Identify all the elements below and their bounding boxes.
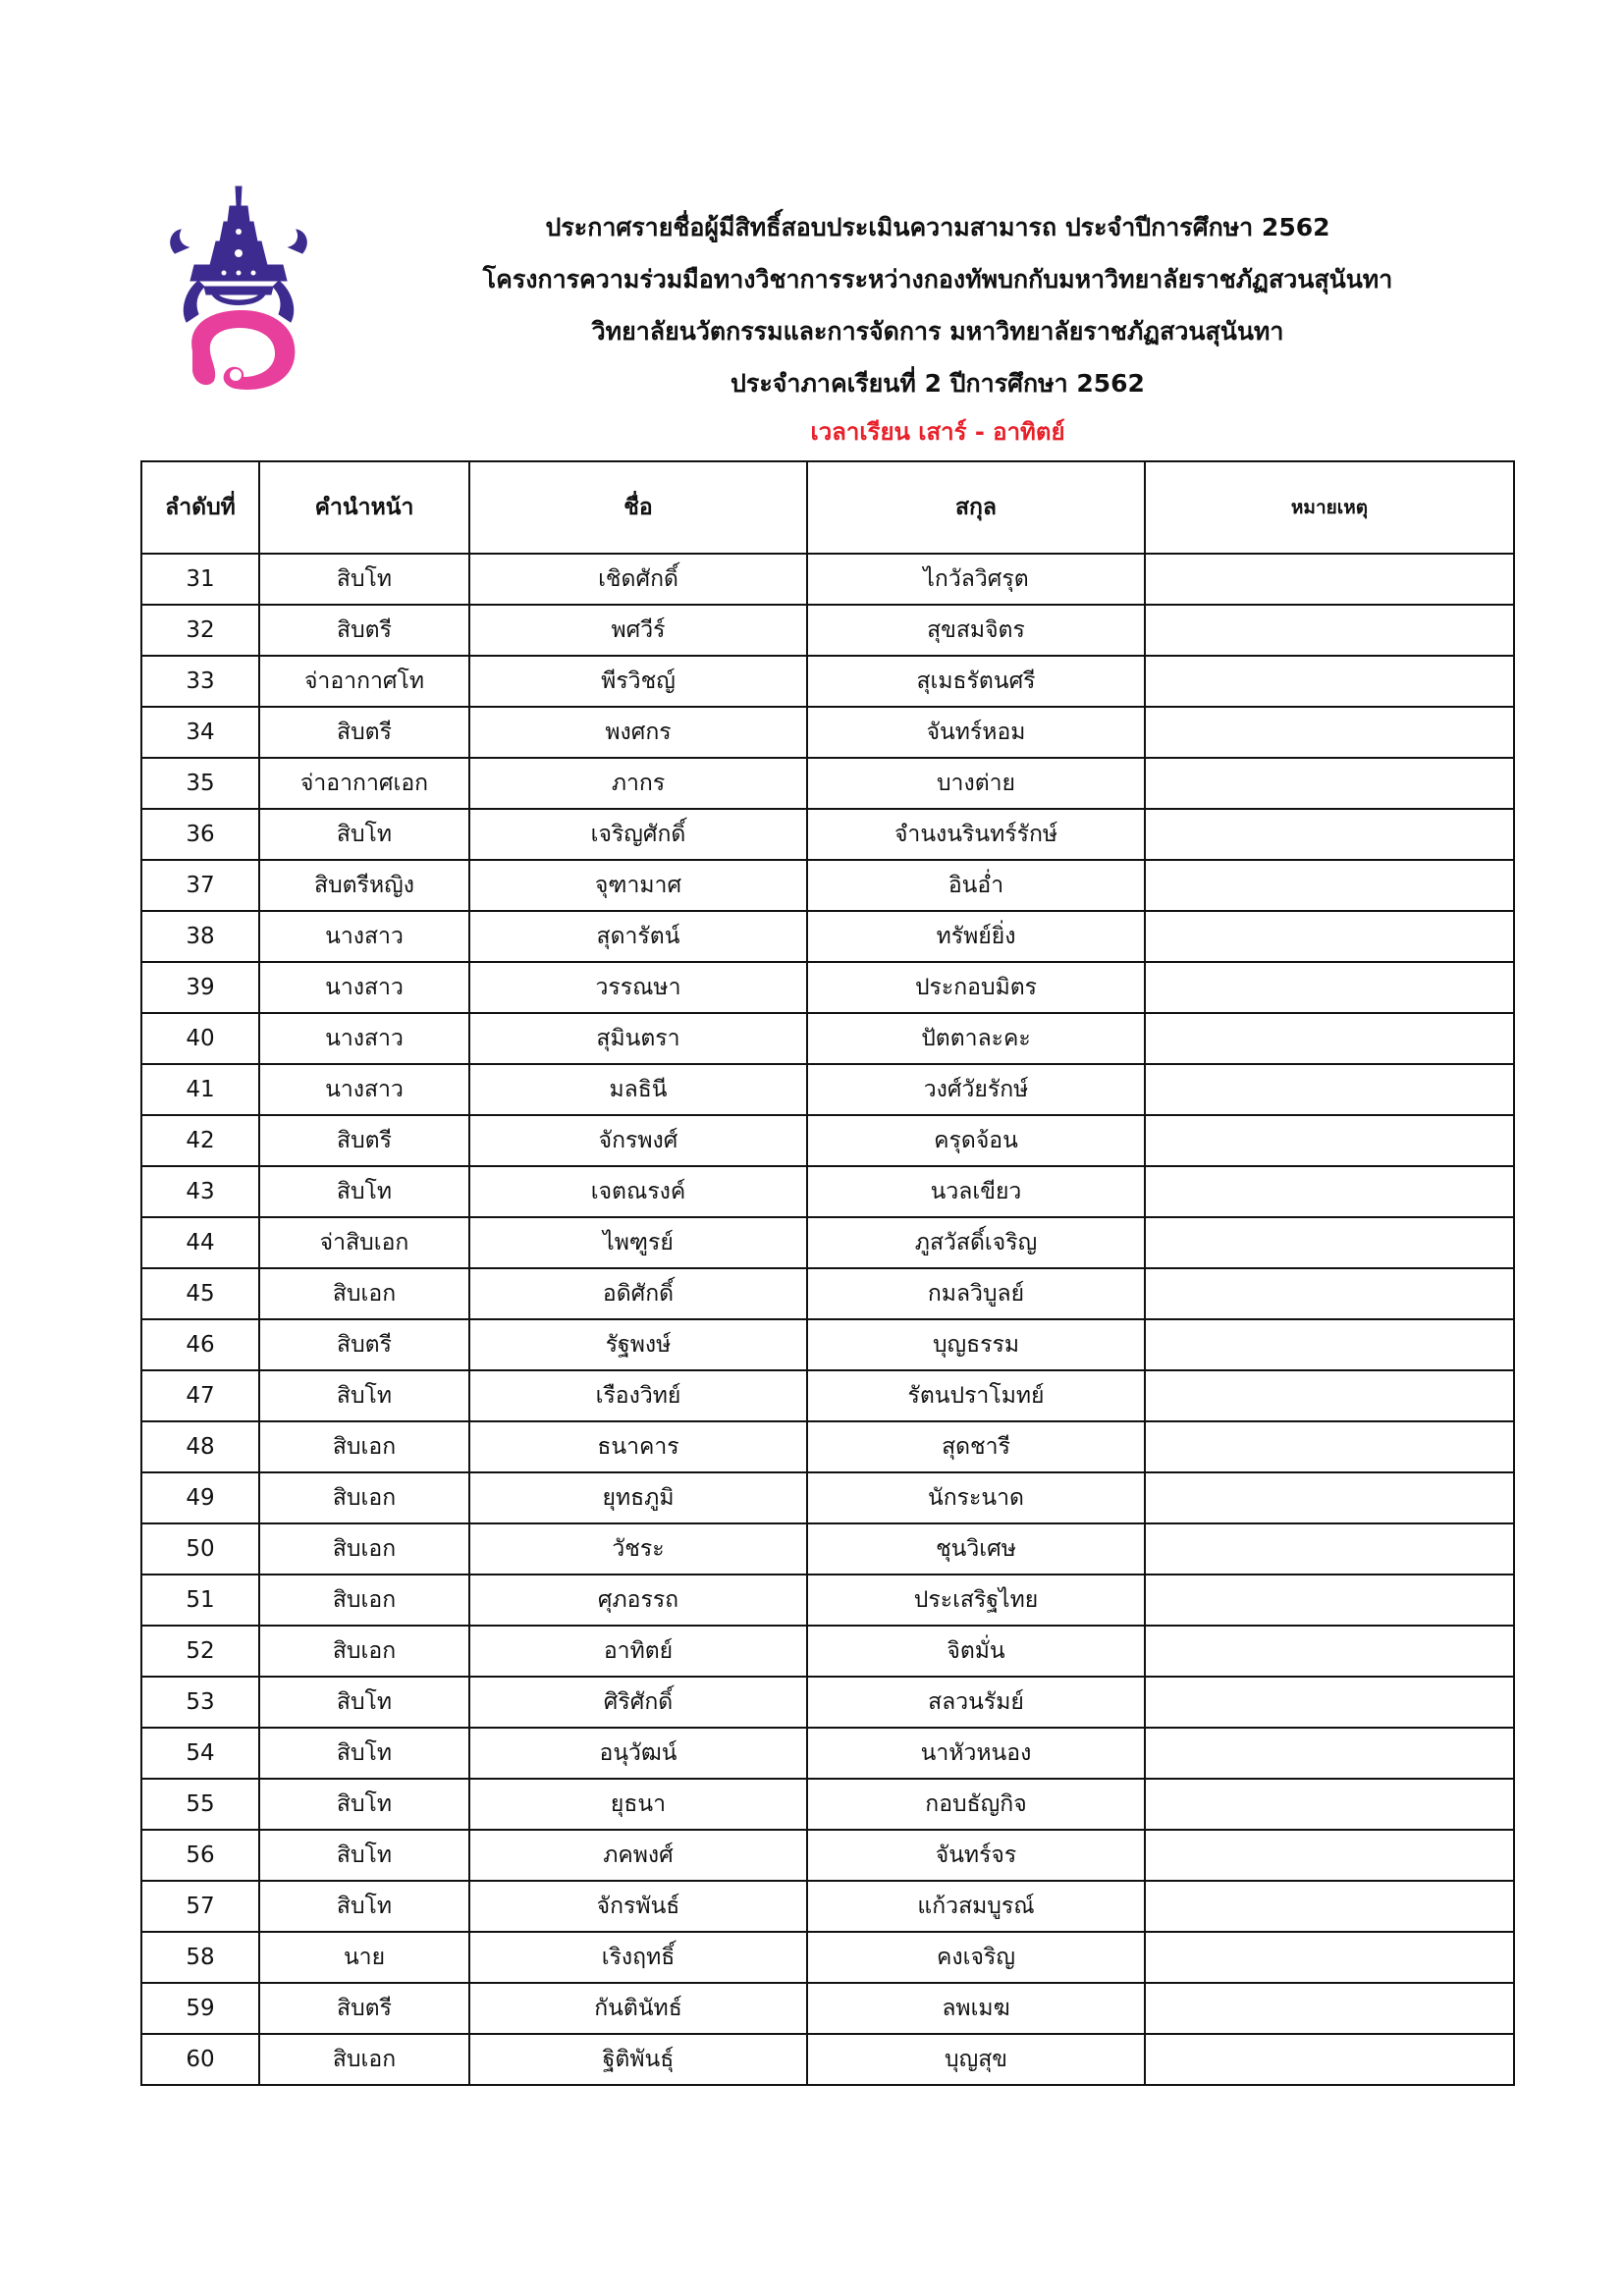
header-title: ประกาศรายชื่อผู้มีสิทธิ์สอบประเมินความสามารถ ประจำปีการศึกษา 2562: [545, 213, 1330, 241]
cell-no: 44: [141, 1217, 259, 1268]
cell-first-name: จุฑามาศ: [469, 860, 807, 911]
cell-remark: [1145, 656, 1514, 707]
cell-first-name: เจริญศักดิ์: [469, 809, 807, 860]
cell-first-name: จักรพันธ์: [469, 1881, 807, 1932]
table-row: [141, 1830, 1514, 1881]
cell-no: 46: [141, 1319, 259, 1370]
cell-no: 56: [141, 1830, 259, 1881]
cell-title: สิบเอก: [259, 1268, 469, 1319]
cell-no: 31: [141, 554, 259, 605]
cell-remark: [1145, 605, 1514, 656]
cell-first-name: กันตินัทธ์: [469, 1983, 807, 2034]
table-row: [141, 1115, 1514, 1166]
table-row: [141, 1064, 1514, 1115]
table-row: [141, 1626, 1514, 1677]
table-row: [141, 1523, 1514, 1575]
cell-title: จ่าสิบเอก: [259, 1217, 469, 1268]
cell-title: สิบตรี: [259, 1319, 469, 1370]
cell-last-name: วงศ์วัยรักษ์: [807, 1064, 1145, 1115]
cell-title: สิบเอก: [259, 1523, 469, 1575]
cell-first-name: ยุธนา: [469, 1779, 807, 1830]
cell-title: นางสาว: [259, 911, 469, 962]
cell-last-name: ลพเมฆ: [807, 1983, 1145, 2034]
column-header-title: คำนำหน้า: [259, 461, 469, 554]
cell-remark: [1145, 1932, 1514, 1983]
cell-no: 32: [141, 605, 259, 656]
header-college: วิทยาลัยนวัตกรรมและการจัดการ มหาวิทยาลัยราชภัฏสวนสุนันทา: [591, 317, 1284, 346]
cell-last-name: ประเสริฐไทย: [807, 1575, 1145, 1626]
cell-no: 49: [141, 1472, 259, 1523]
cell-last-name: อินอ่ำ: [807, 860, 1145, 911]
cell-last-name: จันทร์หอม: [807, 707, 1145, 758]
cell-first-name: ศุภอรรถ: [469, 1575, 807, 1626]
cell-title: สิบเอก: [259, 1626, 469, 1677]
table-row: [141, 1268, 1514, 1319]
cell-first-name: วัชระ: [469, 1523, 807, 1575]
table-row: [141, 605, 1514, 656]
table-row: [141, 1013, 1514, 1064]
cell-title: สิบตรี: [259, 1983, 469, 2034]
cell-last-name: จำนงนรินทร์รักษ์: [807, 809, 1145, 860]
cell-no: 55: [141, 1779, 259, 1830]
cell-title: นางสาว: [259, 962, 469, 1013]
cell-no: 40: [141, 1013, 259, 1064]
table-row: [141, 1779, 1514, 1830]
cell-title: สิบโท: [259, 1830, 469, 1881]
cell-first-name: อนุวัฒน์: [469, 1728, 807, 1779]
cell-last-name: บุญธรรม: [807, 1319, 1145, 1370]
cell-remark: [1145, 2034, 1514, 2085]
cell-title: สิบโท: [259, 1728, 469, 1779]
cell-no: 47: [141, 1370, 259, 1421]
cell-remark: [1145, 1626, 1514, 1677]
cell-first-name: ศิริศักดิ์: [469, 1677, 807, 1728]
cell-last-name: นาหัวหนอง: [807, 1728, 1145, 1779]
column-header-remark: หมายเหตุ: [1145, 461, 1514, 554]
cell-remark: [1145, 809, 1514, 860]
cell-title: จ่าอากาศเอก: [259, 758, 469, 809]
table-row: [141, 554, 1514, 605]
cell-title: สิบตรีหญิง: [259, 860, 469, 911]
university-logo: [165, 185, 312, 396]
cell-first-name: สุมินตรา: [469, 1013, 807, 1064]
cell-title: สิบโท: [259, 1370, 469, 1421]
cell-no: 52: [141, 1626, 259, 1677]
cell-no: 50: [141, 1523, 259, 1575]
cell-title: สิบโท: [259, 1677, 469, 1728]
cell-last-name: คงเจริญ: [807, 1932, 1145, 1983]
cell-title: สิบตรี: [259, 1115, 469, 1166]
cell-no: 54: [141, 1728, 259, 1779]
cell-last-name: กอบธัญกิจ: [807, 1779, 1145, 1830]
cell-no: 39: [141, 962, 259, 1013]
cell-no: 36: [141, 809, 259, 860]
table-header-row: [141, 461, 1514, 554]
cell-no: 57: [141, 1881, 259, 1932]
roster-table: [140, 460, 1515, 2086]
cell-last-name: บางต่าย: [807, 758, 1145, 809]
table-row: [141, 1370, 1514, 1421]
cell-title: สิบตรี: [259, 605, 469, 656]
cell-title: นาย: [259, 1932, 469, 1983]
cell-title: สิบเอก: [259, 1421, 469, 1472]
cell-first-name: สุดารัตน์: [469, 911, 807, 962]
table-row: [141, 1932, 1514, 1983]
cell-last-name: สุดชารี: [807, 1421, 1145, 1472]
table-row: [141, 656, 1514, 707]
cell-remark: [1145, 1217, 1514, 1268]
cell-no: 53: [141, 1677, 259, 1728]
table-row: [141, 1728, 1514, 1779]
cell-title: สิบตรี: [259, 707, 469, 758]
cell-last-name: ปัตตาละคะ: [807, 1013, 1145, 1064]
cell-first-name: ยุทธภูมิ: [469, 1472, 807, 1523]
cell-last-name: บุญสุข: [807, 2034, 1145, 2085]
table-row: [141, 1166, 1514, 1217]
announcement-header: [324, 201, 1551, 454]
cell-no: 48: [141, 1421, 259, 1472]
cell-remark: [1145, 1421, 1514, 1472]
column-header-first-name: ชื่อ: [469, 461, 807, 554]
cell-last-name: ชุนวิเศษ: [807, 1523, 1145, 1575]
cell-first-name: เริงฤทธิ์: [469, 1932, 807, 1983]
cell-first-name: พศวีร์: [469, 605, 807, 656]
cell-no: 43: [141, 1166, 259, 1217]
cell-remark: [1145, 1472, 1514, 1523]
cell-no: 34: [141, 707, 259, 758]
cell-remark: [1145, 1268, 1514, 1319]
cell-last-name: ภูสวัสดิ์เจริญ: [807, 1217, 1145, 1268]
cell-last-name: สุเมธรัตนศรี: [807, 656, 1145, 707]
cell-remark: [1145, 707, 1514, 758]
cell-remark: [1145, 554, 1514, 605]
table-row: [141, 860, 1514, 911]
cell-no: 42: [141, 1115, 259, 1166]
table-row: [141, 2034, 1514, 2085]
cell-title: สิบเอก: [259, 1472, 469, 1523]
cell-remark: [1145, 1064, 1514, 1115]
cell-first-name: พีรวิชญ์: [469, 656, 807, 707]
cell-last-name: นวลเขียว: [807, 1166, 1145, 1217]
cell-first-name: ธนาคาร: [469, 1421, 807, 1472]
cell-last-name: จิตมั่น: [807, 1626, 1145, 1677]
cell-last-name: รัตนปราโมทย์: [807, 1370, 1145, 1421]
cell-remark: [1145, 1370, 1514, 1421]
cell-no: 33: [141, 656, 259, 707]
table-row: [141, 1677, 1514, 1728]
cell-remark: [1145, 1319, 1514, 1370]
cell-first-name: ฐิติพันธุ์: [469, 2034, 807, 2085]
cell-remark: [1145, 860, 1514, 911]
cell-remark: [1145, 1983, 1514, 2034]
cell-remark: [1145, 1115, 1514, 1166]
cell-title: สิบโท: [259, 554, 469, 605]
cell-remark: [1145, 1575, 1514, 1626]
cell-no: 60: [141, 2034, 259, 2085]
cell-title: จ่าอากาศโท: [259, 656, 469, 707]
cell-last-name: ไกวัลวิศรุต: [807, 554, 1145, 605]
table-row: [141, 1881, 1514, 1932]
column-header-last-name: สกุล: [807, 461, 1145, 554]
table-row: [141, 1217, 1514, 1268]
table-row: [141, 809, 1514, 860]
cell-no: 37: [141, 860, 259, 911]
cell-title: นางสาว: [259, 1013, 469, 1064]
cell-title: สิบโท: [259, 1779, 469, 1830]
header-class-time: เวลาเรียน เสาร์ - อาทิตย์: [810, 418, 1065, 446]
cell-last-name: ประกอบมิตร: [807, 962, 1145, 1013]
cell-title: สิบเอก: [259, 1575, 469, 1626]
cell-remark: [1145, 1779, 1514, 1830]
table-row: [141, 1421, 1514, 1472]
cell-remark: [1145, 1013, 1514, 1064]
cell-first-name: เชิดศักดิ์: [469, 554, 807, 605]
roster-body: [141, 554, 1514, 2085]
cell-last-name: กมลวิบูลย์: [807, 1268, 1145, 1319]
table-row: [141, 911, 1514, 962]
cell-first-name: ภคพงศ์: [469, 1830, 807, 1881]
cell-no: 35: [141, 758, 259, 809]
cell-last-name: จันทร์จร: [807, 1830, 1145, 1881]
table-row: [141, 1983, 1514, 2034]
table-row: [141, 1319, 1514, 1370]
cell-remark: [1145, 1166, 1514, 1217]
cell-last-name: สลวนรัมย์: [807, 1677, 1145, 1728]
cell-first-name: วรรณษา: [469, 962, 807, 1013]
table-row: [141, 707, 1514, 758]
cell-no: 45: [141, 1268, 259, 1319]
cell-remark: [1145, 1830, 1514, 1881]
cell-no: 38: [141, 911, 259, 962]
cell-first-name: เรืองวิทย์: [469, 1370, 807, 1421]
table-row: [141, 758, 1514, 809]
cell-title: สิบโท: [259, 1881, 469, 1932]
cell-remark: [1145, 1523, 1514, 1575]
cell-remark: [1145, 962, 1514, 1013]
table-row: [141, 1575, 1514, 1626]
table-row: [141, 1472, 1514, 1523]
cell-remark: [1145, 1677, 1514, 1728]
cell-first-name: ไพฑูรย์: [469, 1217, 807, 1268]
cell-last-name: ทรัพย์ยิ่ง: [807, 911, 1145, 962]
cell-no: 59: [141, 1983, 259, 2034]
cell-first-name: อาทิตย์: [469, 1626, 807, 1677]
header-project: โครงการความร่วมมือทางวิชาการระหว่างกองทัพบกกับมหาวิทยาลัยราชภัฏสวนสุนันทา: [482, 265, 1393, 294]
cell-title: สิบโท: [259, 809, 469, 860]
cell-title: สิบเอก: [259, 2034, 469, 2085]
cell-first-name: ภากร: [469, 758, 807, 809]
cell-first-name: มลธินี: [469, 1064, 807, 1115]
cell-remark: [1145, 758, 1514, 809]
cell-last-name: นักระนาด: [807, 1472, 1145, 1523]
column-header-no: ลำดับที่: [141, 461, 259, 554]
cell-first-name: พงศกร: [469, 707, 807, 758]
cell-last-name: ครุดจ้อน: [807, 1115, 1145, 1166]
cell-remark: [1145, 1881, 1514, 1932]
cell-remark: [1145, 911, 1514, 962]
cell-no: 58: [141, 1932, 259, 1983]
cell-last-name: แก้วสมบูรณ์: [807, 1881, 1145, 1932]
cell-no: 41: [141, 1064, 259, 1115]
cell-first-name: จักรพงศ์: [469, 1115, 807, 1166]
table-row: [141, 962, 1514, 1013]
cell-title: สิบโท: [259, 1166, 469, 1217]
cell-first-name: เจตณรงค์: [469, 1166, 807, 1217]
cell-last-name: สุขสมจิตร: [807, 605, 1145, 656]
cell-first-name: อดิศักดิ์: [469, 1268, 807, 1319]
cell-first-name: รัฐพงษ์: [469, 1319, 807, 1370]
header-semester: ประจำภาคเรียนที่ 2 ปีการศึกษา 2562: [731, 369, 1145, 398]
cell-no: 51: [141, 1575, 259, 1626]
cell-remark: [1145, 1728, 1514, 1779]
cell-title: นางสาว: [259, 1064, 469, 1115]
